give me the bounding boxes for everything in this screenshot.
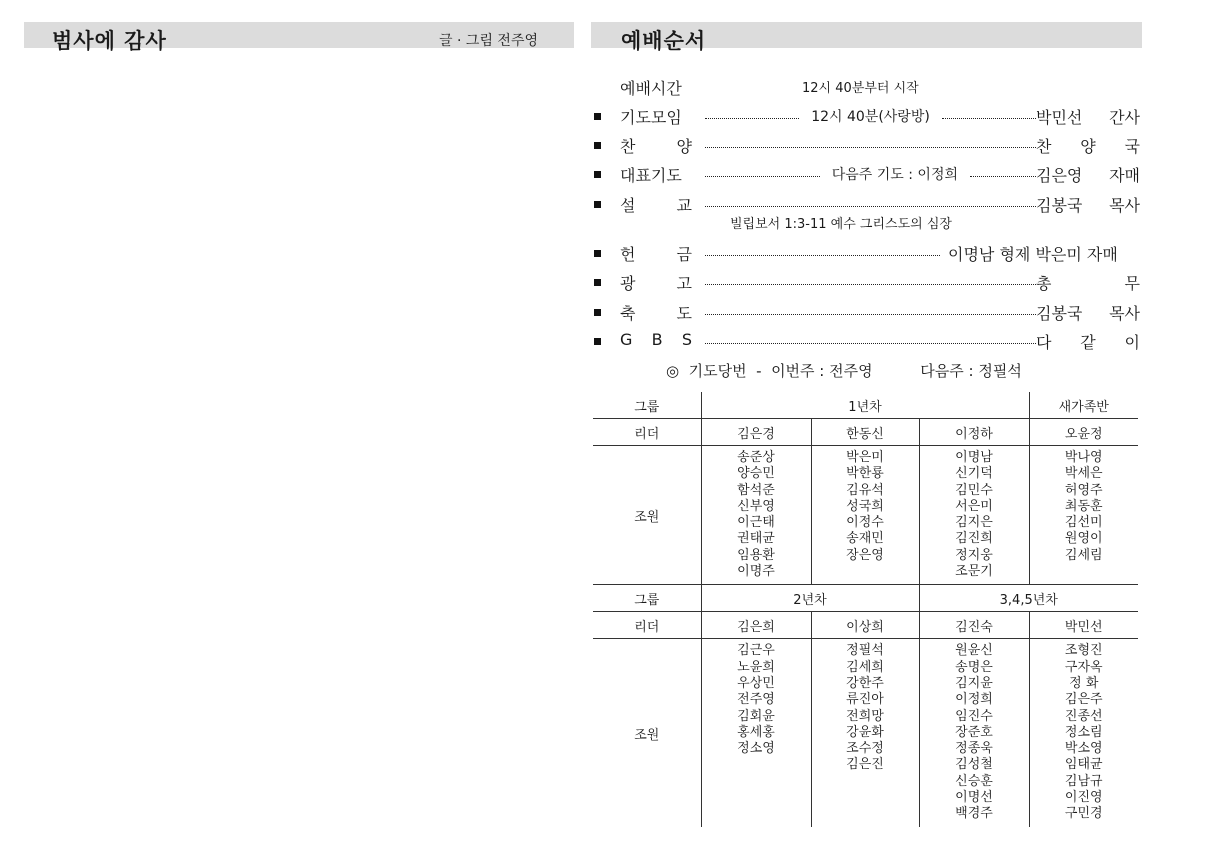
group-table — [593, 392, 1138, 827]
order-label: 설 교 — [620, 196, 692, 215]
member-list: 이명남 신기덕 김민수 서은미 김지은 김진희 정지웅 조문기 — [919, 446, 1029, 585]
bullet-icon — [594, 250, 601, 257]
order-label: 광 고 — [620, 274, 692, 293]
bullet-icon — [594, 113, 601, 120]
order-person: 김은영 자매 — [1036, 165, 1140, 185]
order-row — [594, 242, 1140, 266]
order-row — [594, 105, 1140, 129]
bullet-icon — [594, 201, 601, 208]
leader-name: 오윤정 — [1029, 419, 1138, 446]
member-list: 박은미 박한룡 김유석 성국희 이정수 송재민 장은영 — [811, 446, 919, 585]
order-label: 대표기도 — [620, 166, 682, 185]
sermon-reference: 빌립보서 1:3-11 예수 그리스도의 심장 — [730, 217, 952, 232]
service-time-value: 12시 40분부터 시작 — [802, 81, 919, 96]
left-page-credit: 글 · 그림 전주영 — [439, 33, 538, 49]
order-person: 이명남 형제 박은미 자매 — [948, 244, 1118, 264]
leader-name: 한동신 — [811, 419, 919, 446]
member-list: 김근우 노윤희 우상민 전주영 김회윤 홍세홍 정소영 — [701, 639, 811, 828]
order-row — [594, 271, 1140, 295]
leader-name: 이정하 — [919, 419, 1029, 446]
leader-name: 박민선 — [1029, 612, 1138, 639]
right-page-title: 예배순서 — [621, 29, 707, 53]
leader-header-label: 리더 — [593, 612, 701, 639]
order-label: 기도모임 — [620, 108, 682, 127]
bullet-icon — [594, 338, 601, 345]
order-row — [594, 134, 1140, 158]
group-name: 1년차 — [701, 392, 1029, 419]
group-name: 2년차 — [701, 585, 919, 612]
bullet-icon — [594, 171, 601, 178]
order-person: 총 무 — [1036, 273, 1140, 293]
bullet-icon — [594, 309, 601, 316]
bullet-icon — [594, 279, 601, 286]
order-person: 찬 양 국 — [1036, 136, 1140, 156]
left-page-title: 범사에 감사 — [52, 29, 167, 53]
leader-name: 김은희 — [701, 612, 811, 639]
prayer-duty-note: ◎ 기도당번 - 이번주 : 전주영 다음주 : 정필석 — [666, 362, 1022, 380]
order-note: 다음주 기도 : 이정희 — [831, 167, 958, 183]
leader-name: 김은경 — [701, 419, 811, 446]
order-label: 헌 금 — [620, 245, 692, 264]
order-person: 김봉국 목사 — [1036, 303, 1140, 323]
member-list: 박나영 박세은 허영주 최동훈 김선미 원영이 김세림 — [1029, 446, 1138, 585]
order-label: 찬 양 — [620, 137, 692, 156]
member-header-label: 조원 — [593, 446, 701, 585]
service-time-label: 예배시간 — [620, 79, 682, 98]
order-label: G B S — [620, 330, 692, 349]
order-label: 축 도 — [620, 304, 692, 323]
member-header-label: 조원 — [593, 639, 701, 828]
leader-name: 이상희 — [811, 612, 919, 639]
group-header-label: 그룹 — [593, 392, 701, 419]
order-person: 김봉국 목사 — [1036, 195, 1140, 215]
left-page-header — [24, 22, 574, 53]
order-row — [594, 301, 1140, 325]
member-list: 정필석 김세희 강한주 류진아 전희망 강윤화 조수정 김은진 — [811, 639, 919, 828]
right-page-header — [591, 22, 1142, 53]
member-list: 송준상 양승민 함석준 신부영 이근태 권태균 임용환 이명주 — [701, 446, 811, 585]
group-name: 3,4,5년차 — [919, 585, 1138, 612]
order-note: 12시 40분(사랑방) — [811, 109, 930, 125]
leader-header-label: 리더 — [593, 419, 701, 446]
order-row — [594, 330, 1140, 354]
member-list: 조형진 구자옥 정 화 김은주 진종선 정소림 박소영 임태균 김남규 이진영 구민경 — [1029, 639, 1138, 828]
bullet-icon — [594, 142, 601, 149]
order-person: 다 같 이 — [1036, 332, 1140, 352]
order-row — [594, 163, 1140, 187]
leader-name: 김진숙 — [919, 612, 1029, 639]
group-header-label: 그룹 — [593, 585, 701, 612]
group-name: 새가족반 — [1058, 399, 1109, 415]
member-list: 원윤신 송명은 김지윤 이정희 임진수 장준호 정종욱 김성철 신승훈 이명선 백경주 — [919, 639, 1029, 828]
order-person: 박민선 간사 — [1036, 107, 1140, 127]
